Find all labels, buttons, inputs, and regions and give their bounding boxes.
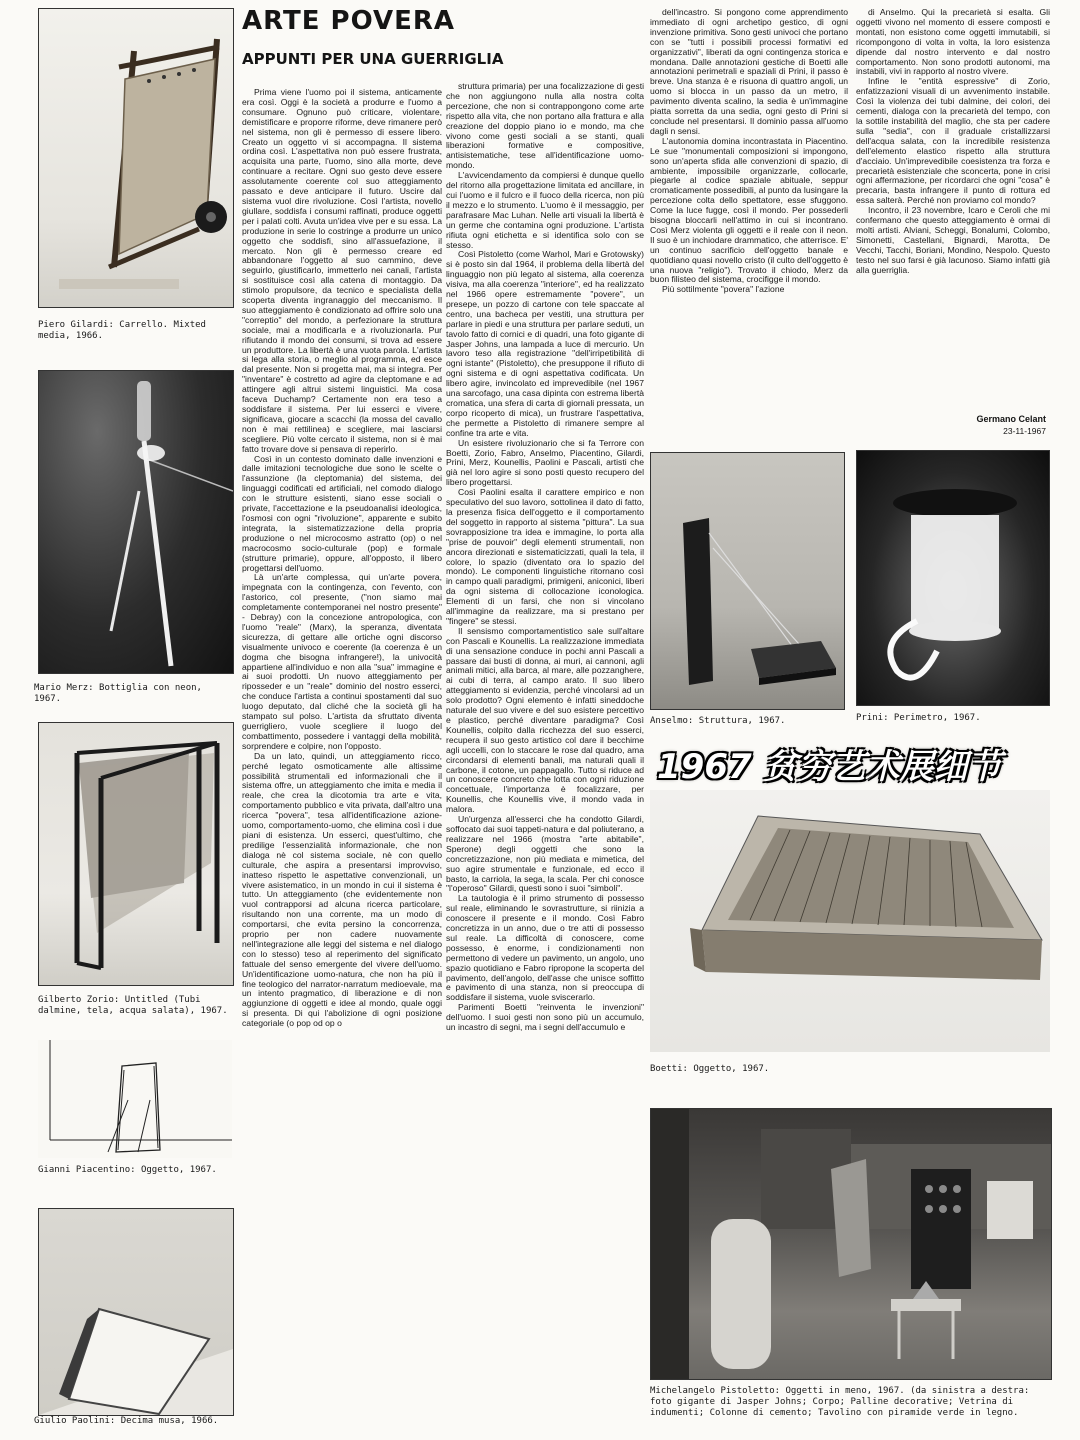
paragraph: L'avvicendamento da compiersi è dunque quello del ritorno alla progettazione limitata ed ancillare, in cui l'uomo e il fulcro e il fuoco della ricerca, non più il mezzo e lo strumento. L'uomo è il messaggio, per parafrasare Mac Luhan. Nelle arti visuali la libertà è un germe che contamina ogni produzione. L'artista rifiuta ogni etichetta e si identifica solo con se stesso. bbox=[446, 170, 644, 250]
photo-paolini-decima-musa bbox=[38, 1208, 234, 1416]
paragraph: Parimenti Boetti "reinventa le invenzioni" dell'uomo. I suoi gesti non sono più un accumulo, un incastro di segni, ma i segni dell'accumulo e bbox=[446, 1002, 644, 1033]
zorio-drawing bbox=[39, 723, 233, 985]
photo-piacentino-oggetto bbox=[38, 1040, 232, 1158]
caption-pistoletto: Michelangelo Pistoletto: Oggetti in meno, 1967. (da sinistra a destra: foto gigante di Jasper Johns; Corpo; Palline decorative; Vetrina di indumenti; Colonne di cemento; Tavolino con piramide verde in legno. bbox=[650, 1386, 1030, 1418]
bottiglia-drawing bbox=[39, 371, 233, 673]
text-column-4 bbox=[856, 8, 1050, 400]
caption-anselmo: Anselmo: Struttura, 1967. bbox=[650, 716, 786, 726]
caption-boetti: Boetti: Oggetto, 1967. bbox=[650, 1064, 770, 1074]
paragraph: Infine le "entità espressive" di Zorio, enfatizzazioni visuali di un avvenimento instabile. Così la violenza dei tubi dalmine, dei colori, dei cementi, dialoga con la precarietà del tempo, con la sottile instabilità del maglio, che sta per cadere sulla "sedia", con il graduale cristallizzarsi dell'acqua salata, con la incredibile resistenza dell'elemento elastico rispetto alla struttura d'acciaio. Un'imprevedibile coesistenza tra forza e precarietà esistenziale che sconcerta, pone in crisi ogni affermazione, per ricordarci che ogni "cosa" è precaria, basta infrangere il punto di rottura ed essa salterà. Perché non proviamo col mondo? bbox=[856, 76, 1050, 206]
paragraph: Il sensismo comportamentistico sale sull'altare con Pascali e Kounellis. La realizzazione immediata di una sensazione conduce in pochi anni Pascali a passare dai busti di donna, ai muri, ai cannoni, agli animali mitici, alla barca, al mare, alle pozzanghere, ai cubi di terra, al campo arato. Il suo libero atteggiamento si evidenzia, perché vincolarsi ad un solo prodotto? Ogni elemento è infatti sineddoche naturale del suo vivere e del suo esistere percettivo e plastico, perché diventare paradigma? Così Kounellis, colpito dalla ricchezza del suo esserci, recupera il suo gesto artistico col dare il becchime agli uccelli, con lo staccare le rose dal quadro, ama circondarsi di elementi banali, ma naturali quali il carbone, il cotone, un pappagallo. Tutto si riduce ad un conoscere concreto che lotta con ogni riduzione concettuale, l'importanza è focalizzare, per Kounellis, che Kounellis vive, il mondo vada in malora. bbox=[446, 625, 644, 815]
paragraph: Più sottilmente "povera" l'azione bbox=[662, 284, 785, 295]
caption-piacentino: Gianni Piacentino: Oggetto, 1967. bbox=[38, 1165, 217, 1175]
paragraph: Un esistere rivoluzionario che si fa Terrore con Boetti, Zorio, Fabro, Anselmo, Piacentino, Gilardi, Prini, Merz, Kounellis, Paolini e Pascali, artisti che già nel loro agire si sono posti questo recupero del libero progettarsi. bbox=[446, 437, 644, 488]
paragraph: dell'incastro. Si pongono come apprendimento immediato di ogni archetipo gestico, di ogni invenzione primitiva. Sono gesti univoci che portano con se "tutti i possibili processi formativi ed organizzativi", liberati da ogni contingenza storica e mondana. Dalle annotazioni gestiche di Boetti alle annotazioni perimetrali e spaziali di Prini, il passo è breve. Una stanza è e risuona di quattro angoli, un uomo si blocca in un passo da un metro, il pavimento diventa scalino, la sedia è un'immagine piatta sorretta da una sedia, ogni gesto di Prini si conclude nel presentarsi. Il dominio passa all'uomo dagli n sensi. bbox=[650, 8, 848, 136]
paragraph: Così Pistoletto (come Warhol, Mari e Grotowsky) si è posto sin dal 1964, il problema della libertà del linguaggio non più legato al sistema, alla coerenza visiva, ma alla coerenza "interiore", ed ha realizzato nel 1966 opere estremamente "povere", un presepe, un pozzo di cartone con tele spaccate al centro, una bacheca per vestiti, una struttura per parlare in piedi e una struttura per parlare seduti, un tavolo fatto di cornici e di quadri, una foto gigante di Jasper Johns, una lampada a luce di mercurio. Un lavoro teso alla registrazione "dell'irripetibilità di ogni istante" (Pistoletto), che presuppone il rifiuto di ogni sistema e di ogni aspettativa codificata. Un libero agire, invincolato ed imprevedibile (nel 1967 una sarcofago, una casa dipinta con estrema libertà cromatica, una sfera di carta di giornali pressata, un corpo ricoperto di mica), un frustrare l'aspettativa, che permette a Pistoletto di rimanere sempre al confine tra arte e vita. bbox=[446, 249, 644, 438]
paolini-drawing bbox=[39, 1209, 233, 1415]
paragraph: di Anselmo. Qui la precarietà si esalta. Gli oggetti vivono nel momento di essere composti e montati, non esistono come oggetti immutabili, si ricompongono di volta in volta, la loro esistenza dipende dal nostro intervento e dal nostro comportamento. Non sono prodotti autonomi, ma instabili, vivi in rapporto al nostro vivere. bbox=[856, 8, 1050, 77]
paragraph: Prima viene l'uomo poi il sistema, anticamente era così. Oggi è la società a produrre e l'uomo a consumare. Ognuno può criticare, violentare, demistificare e proporre riforme, deve rimanere però nel sistema, non gli è permesso di essere libero. Creato un oggetto vi si accompagna. Il sistema ordina così. L'aspettativa non può essere frustrata, acquisita una parte, l'uomo, sino alla morte, deve continuare a recitare. Ogni suo gesto deve essere assolutamente coerente col suo atteggiamento passato e deve anticipare il futuro. Uscire dal sistema vuol dire rivoluzione. Così l'artista, novello giullare, soddisfa i consumi raffinati, produce oggetti per i palati colti. Avuta un'idea vive per e su essa. La produzione in serie lo costringe a produrre un unico oggetto che soddisfi, sino all'assuefazione, il mercato. Non gli è permesso creare ed abbandonare l'oggetto al suo cammino, deve seguirlo, giustificarlo, immetterlo nei canali, l'artista si sostituisce così alla catena di montaggio. Da stimolo propulsore, da tecnico e specialista della scoperta diventa ingranaggio del meccanismo. Il suo atteggiamento è condizionato ad offrire solo una "correptio" del mondo, a perfezionare la struttura sociale, mai a modificarla e a rivoluzionarla. Pur rifiutando il mondo dei consumi, si trova ad essere un produttore. La libertà è una vuota parola. L'artista si lega alla storia, o meglio al programma, ed esce dal presente. Non si progetta mai, ma si integra. Per "inventare" è costretto ad agire da cleptomane e ad attingere agli altrui sistemi linguistici. Ma cosa faceva Duchamp? Certamente non era teso a soddisfare il sistema. Per lui esserci e vivere, significava, giocare a scacchi (la mossa del cavallo non è mai rettilinea) e scegliere, mai lasciarsi scegliere. Più volte cercato il sistema, non si è mai fatto trovare dove si pensava di reperirlo. bbox=[242, 88, 442, 454]
paragraph: L'autonomia domina incontrastata in Piacentino. Le sue "monumentali composizioni si impongono, sono un'aperta sfida alle convenzioni di spazio, di ambiente, impossibile organizzarle, collocarle, piegarle al codice spaziale abituale, seppur cromaticamente possedibili, al punto da lusingare la percezione colta dello spettatore, esse sfuggono. Come la luce fugge, così il mondo. Per possederli bisogna bloccarli nell'attimo in cui si incontrano. Così Merz violenta gli oggetti e il reale con il neon. Il suo è un inchiodare drammatico, che atterrisce. E' un continuo sacrificio dell'oggetto banale e quotidiano quasi novello cristo (il culto dell'oggetto è una nuova "religio"). Trovato il chiodo, Merz da buon filisteo del sistema, crocifigge il mondo. bbox=[650, 135, 848, 285]
photo-merz-bottiglia bbox=[38, 370, 234, 674]
anselmo-drawing bbox=[651, 453, 844, 709]
text-column-1 bbox=[242, 88, 442, 1434]
overlay-chinese-title: 1967 贫穷艺术展细节 bbox=[657, 747, 1002, 787]
paragraph: Là un'arte complessa, qui un'arte povera, impegnata con la contingenza, con l'evento, con l'astorico, col presente, ("non siamo mai completamente contemporanei nel nostro presente" - Debray) con la concezione antropologica, con l'uomo "reale" (Marx), la speranza, diventata sicurezza, di gettare alle ortiche ogni discorso visualmente univoco e coerente (la coerenza è un dogma che bisogna infrangere!), la univocità appartiene all'individuo e non alla "sua" immagine e ai suoi prodotti. Un nuovo atteggiamento per riposseder e un "reale" dominio del nostro esserci, che conduce l'artista a continui spostamenti dal suo luogo deputato, dal cliché che la società gli ha stampato sul polso. L'artista da sfruttato diventa guerrigliero, vuole scegliere il luogo del combattimento, possedere i vantaggi della mobilità, sorprendere e colpire, non l'opposto. bbox=[242, 572, 442, 751]
caption-prini: Prini: Perimetro, 1967. bbox=[856, 713, 981, 723]
paragraph: Così in un contesto dominato dalle invenzioni e dalle imitazioni tecnologiche due sono le scelte o l'assunzione (la cleptomania) del sistema, dei linguaggi codificati ed artificiali, nel comodo dialogo con le strutture esistenti, siano esse sociali o private, l'accettazione e la pseudoanalisi ideologica, l'osmosi con ogni "rivoluzione", apparente e subito integrata, la sistematizzazione della propria produzione o nel microcosmo astratto (op) o nel macrocosmo socio-culturale (pop) e formale (strutture primarie), oppure, all'opposto, il libero progettarsi dell'uomo. bbox=[242, 453, 442, 573]
text-column-3 bbox=[650, 8, 848, 448]
caption-merz: Mario Merz: Bottiglia con neon, 1967. bbox=[34, 683, 202, 704]
article-subtitle: APPUNTI PER UNA GUERRIGLIA bbox=[242, 50, 504, 68]
caption-paolini: Giulio Paolini: Decima musa, 1966. bbox=[34, 1416, 219, 1426]
pistoletto-drawing bbox=[651, 1109, 1051, 1379]
photo-gilardi-carrello bbox=[38, 8, 234, 308]
caption-zorio: Gilberto Zorio: Untitled (Tubi dalmine, tela, acqua salata), 1967. bbox=[38, 995, 228, 1016]
article-date: 23-11-1967 bbox=[1003, 426, 1046, 436]
prini-drawing bbox=[857, 451, 1049, 705]
paragraph: La tautologia è il primo strumento di possesso sul reale, eliminando le sovrastrutture, si riinizia a conoscere il presente e il mondo. Così Fabro concretizza in un anno, due o tre atti di possesso sul reale. La difficoltà di conoscere, come possesso, è enorme, i condizionamenti non permettono di vedere un pavimento, un angolo, uno spazio quotidiano e Fabro ripropone la scoperta del pavimento, dell'angolo, dell'asse che unisce soffitto e pavimento di una stanza, non si preoccupa di soddisfare il sistema, vuole sviscerarlo. bbox=[446, 893, 644, 1003]
paragraph: Così Paolini esalta il carattere empirico e non speculativo del suo lavoro, sottolinea il dato di fatto, la presenza fisica dell'oggetto e il comportamento del soggetto in rapporto al sistema "pittura". La sua sovrapposizione tra idea e immagine, lo porta alla "prise de pouvoir" degli elementi strumentali, non ancora direzionati e sistematicizzati, quali la tela, il colore, lo spazio (diventato ora lo spazio del mondo). Le componenti linguistiche ritornano così in campo quali paradigmi, primigeni, aniconici, liberi da ogni sistema di collocazione iconologica. Elementi di un farsi, che non si vincolano all'immagine da realizzare, ma si prestano per "fingere" se stessi. bbox=[446, 487, 644, 626]
piacentino-drawing bbox=[38, 1040, 232, 1158]
author-signature: Germano Celant bbox=[976, 414, 1046, 424]
paragraph: Incontro, il 23 novembre, Icaro e Ceroli che mi confermano che questo atteggiamento è ormai di molti artisti. Alviani, Scheggi, Bonalumi, Colombo, Simonetti, Castellani, Bignardi, Marotta, De Vecchi, Tacchi, Boriani, Mondino, Nespolo. Questo testo nel suo farsi è già lacunoso. Siamo infatti già alla guerriglia. bbox=[856, 205, 1050, 275]
boetti-drawing bbox=[650, 790, 1050, 1052]
photo-anselmo-struttura bbox=[650, 452, 845, 710]
paragraph: Da un lato, quindi, un atteggiamento ricco, perché legato osmoticamente alle altissime possibilità strumentali ed informazionali che il sistema offre, un atteggiamento che imita e media il reale, che crea la dicotomia tra arte e vita, comportamento pubblico e vita privata, dall'altro una ricerca "povera", tesa all'identificazione azione-uomo, comportamento-uomo, che elimina così i due piani di esistenza. Un esserci, quest'ultimo, che predilige l'essenzialità informazionale, che non dialoga nè col sistema sociale, nè con quello culturale, che aspira a presentarsi improvviso, inatteso rispetto le aspettative convenzionali, un vivere asistematico, in un mondo in cui il sistema è tutto. Un atteggiamento (che evidentemente non vuol contrapporsi ad alcuna ricerca particolare, risultando non una corrente, ma un modo di comportarsi, che evita persino la concorrenza, proprio per non cadere nuovamente nell'integrazione alle leggi del sistema e nel dialogo con lo stesso) teso al reperimento del significato fattuale del senso emergente del vivere dell'uomo. Un'identificazione uomo-natura, che non ha più il fine teologico del narrator-narratum medioevale, ma un intento pragmatico, di liberazione e di non aggiunzione di oggetti e idee al mondo, quale oggi si presenta. Di qui l'abolizione di ogni posizione categoriale (o pop od op o bbox=[242, 750, 442, 1029]
photo-prini-perimetro bbox=[856, 450, 1050, 706]
article-title: ARTE POVERA bbox=[242, 6, 456, 36]
text-column-2 bbox=[446, 82, 644, 1434]
photo-zorio-untitled bbox=[38, 722, 234, 986]
photo-pistoletto-oggetti-in-meno bbox=[650, 1108, 1052, 1380]
carrello-drawing bbox=[39, 9, 233, 307]
photo-boetti-oggetto bbox=[650, 790, 1050, 1052]
caption-gilardi: Piero Gilardi: Carrello. Mixted media, 1966. bbox=[38, 320, 206, 341]
paragraph: struttura primaria) per una focalizzazione di gesti che non aggiungono nulla alla nostra colta percezione, che non si contrappongono come arte rispetto alla vita, che non portano alla frattura e alla creazione del doppio piano io e mondo, ma che vivono come gesti sociali a se stanti, quali liberazioni formative e compositive, antisistematiche, tese all'identificazione uomo-mondo. bbox=[446, 82, 644, 171]
paragraph: Un'urgenza all'esserci che ha condotto Gilardi, soffocato dai suoi tappeti-natura e dal poliuterano, a realizzare nel 1966 (mostra "arte abitabile", Sperone) degli oggetti che sono la concretizzazione, non più mediata e mimetica, del suo agire strumentale e funzionale, ed ecco il basto, la carriola, la sega, la scala. Per chi conosce "l'operoso" Gilardi, questi sono i suoi "simboli". bbox=[446, 814, 644, 894]
